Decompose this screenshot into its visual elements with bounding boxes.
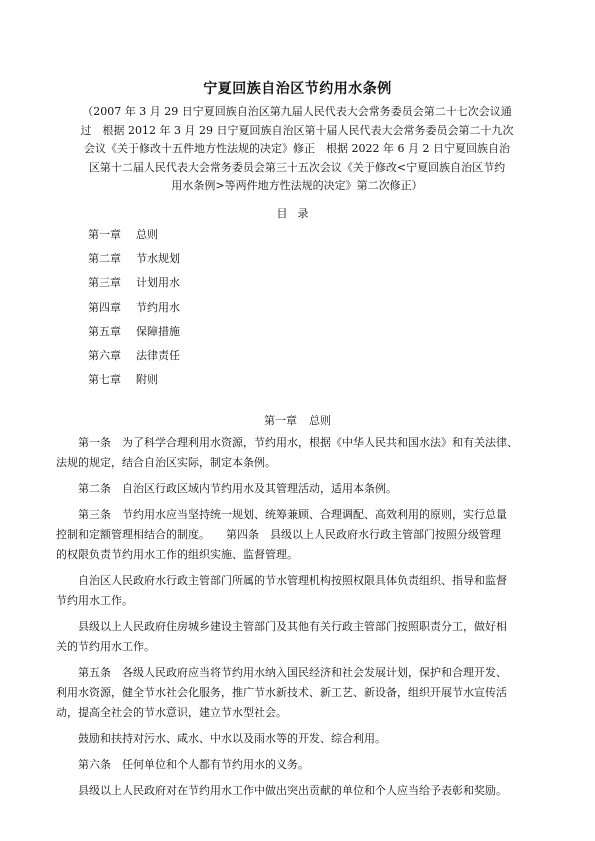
adoption-note-line: （2007 年 3 月 29 日宁夏回族自治区第九届人民代表大会常务委员会第二十七次会议通 bbox=[82, 105, 512, 118]
adoption-note bbox=[50, 103, 544, 196]
toc-item bbox=[88, 373, 180, 397]
toc-chapter-number: 第五章 bbox=[88, 324, 121, 338]
chapter-name: 总则 bbox=[309, 414, 331, 427]
text-line: 节约用水工作。 bbox=[56, 594, 133, 607]
toc-chapter-number: 第六章 bbox=[88, 348, 121, 362]
article-paragraph bbox=[56, 617, 540, 657]
adoption-note-line: 用水条例>等两件地方性法规的决定》第二次修正） bbox=[171, 179, 423, 192]
article-paragraph bbox=[56, 433, 540, 473]
text-line: 县级以上人民政府住房城乡建设主管部门及其他有关行政主管部门按照职责分工，做好相 bbox=[78, 620, 507, 633]
toc-item bbox=[88, 301, 180, 325]
toc-chapter-name: 计划用水 bbox=[136, 276, 180, 290]
article-paragraph: 县级以上人民政府对在节约用水工作中做出突出贡献的单位和个人应当给予表彰和奖励。 bbox=[78, 784, 507, 797]
toc-heading: 目录 bbox=[276, 207, 319, 220]
toc-item bbox=[88, 252, 180, 276]
toc-chapter-name: 总则 bbox=[136, 228, 158, 241]
text-line: 第五条 各级人民政府应当将节约用水纳入国民经济和社会发展计划，保护和合理开发、 bbox=[78, 666, 507, 679]
toc-chapter-number: 第一章 bbox=[88, 228, 121, 241]
article-paragraph bbox=[56, 663, 540, 723]
chapter-number: 第一章 bbox=[264, 414, 297, 427]
text-fragment: 控制和定额管理相结合的制度。 bbox=[56, 528, 210, 541]
toc-item bbox=[88, 228, 180, 252]
toc-chapter-name: 节约用水 bbox=[136, 300, 180, 314]
text-line: 法规的规定，结合自治区实际，制定本条例。 bbox=[56, 456, 276, 469]
article-paragraph: 第六条 任何单位和个人都有节约用水的义务。 bbox=[78, 758, 309, 771]
text-line: 的权限负责节约用水工作的组织实施、监督管理。 bbox=[56, 548, 298, 561]
text-line: 动，提高全社会的节水意识，建立节水型社会。 bbox=[56, 706, 287, 719]
adoption-note-line: 会议《关于修改十五件地方性法规的决定》修正 根据 2022 年 6 月 2 日宁夏回族自治 bbox=[84, 142, 510, 155]
article-paragraph bbox=[56, 571, 540, 611]
toc-chapter-name: 节水规划 bbox=[136, 252, 180, 266]
toc-chapter-name: 附则 bbox=[136, 373, 158, 387]
text-line: 关的节约用水工作。 bbox=[56, 640, 155, 653]
adoption-note-line: 过 根据 2012 年 3 月 29 日宁夏回族自治区第十届人民代表大会常务委员会第二十九次 bbox=[80, 123, 514, 137]
toc-chapter-number: 第三章 bbox=[88, 276, 121, 290]
text-line: 第一条 为了科学合理利用水资源，节约用水，根据《中华人民共和国水法》和有关法律、 bbox=[78, 436, 518, 449]
toc-chapter-number: 第二章 bbox=[88, 252, 121, 266]
adoption-note-line: 区第十二届人民代表大会常务委员会第三十五次会议《关于修改<宁夏回族自治区节约 bbox=[88, 160, 506, 174]
chapter-heading bbox=[0, 412, 595, 428]
document-title: 宁夏回族自治区节约用水条例 bbox=[203, 81, 392, 97]
toc-chapter-name: 法律责任 bbox=[136, 348, 180, 362]
text-fragment: 第四条 县级以上人民政府水行政主管部门按照分级管理 bbox=[226, 528, 501, 541]
toc-chapter-name: 保障措施 bbox=[136, 324, 180, 338]
text-line: 利用水资源，健全节水社会化服务，推广节水新技术、新工艺、新设备，组织开展节水宣传活 bbox=[56, 686, 507, 699]
table-of-contents bbox=[88, 228, 180, 397]
article-paragraph: 第二条 自治区行政区域内节约用水及其管理活动，适用本条例。 bbox=[78, 482, 397, 495]
article-paragraph: 鼓励和扶持对污水、咸水、中水以及雨水等的开发、综合利用。 bbox=[78, 732, 386, 745]
toc-item bbox=[88, 276, 180, 300]
toc-item bbox=[88, 349, 180, 373]
text-line: 第三条 节约用水应当坚持统一规划、统筹兼顾、合理调配、高效利用的原则，实行总量 bbox=[78, 508, 507, 521]
toc-item bbox=[88, 325, 180, 349]
text-line bbox=[56, 525, 540, 545]
toc-chapter-number: 第四章 bbox=[88, 300, 121, 314]
toc-chapter-number: 第七章 bbox=[88, 373, 121, 387]
article-paragraph bbox=[56, 505, 540, 565]
document-body bbox=[56, 433, 540, 807]
text-line: 自治区人民政府水行政主管部门所属的节水管理机构按照权限具体负责组织、指导和监督 bbox=[78, 574, 507, 587]
